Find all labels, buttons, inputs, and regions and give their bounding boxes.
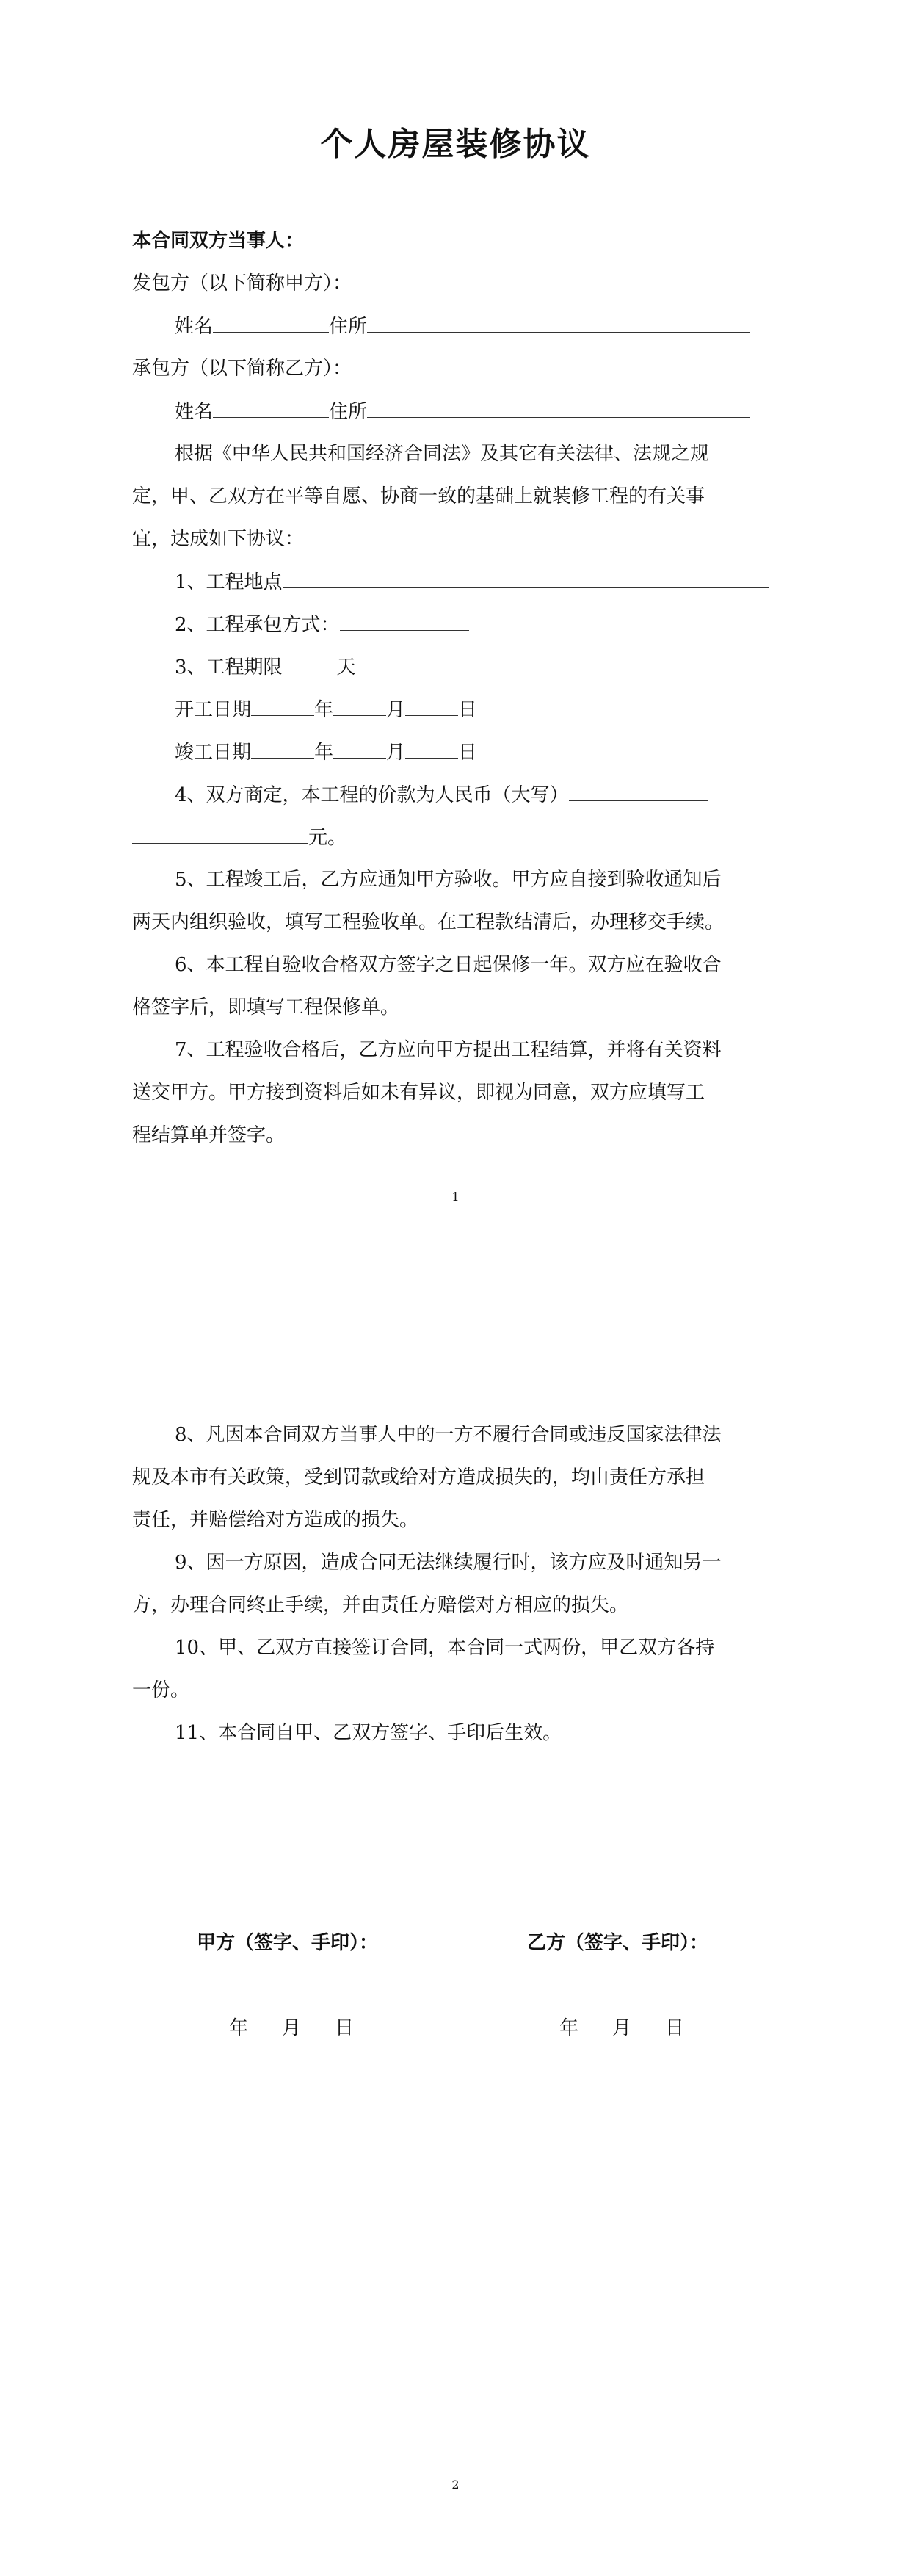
item-1-label: 1、工程地点 bbox=[175, 571, 283, 593]
item-7-line-1: 7、工程验收合格后，乙方应向甲方提出工程结算，并将有关资料 bbox=[175, 1039, 722, 1061]
party-b-date bbox=[559, 2014, 718, 2043]
item-8-line-1: 8、凡因本合同双方当事人中的一方不履行合同或违反国家法律法 bbox=[175, 1424, 722, 1446]
party-b-signature-label: 乙方（签字、手印）： bbox=[527, 1932, 709, 1954]
month-unit: 月 bbox=[386, 699, 406, 721]
duration-days-blank[interactable] bbox=[283, 652, 337, 673]
item-2-label: 2、工程承包方式： bbox=[175, 614, 340, 636]
party-b-heading: 承包方（以下简称乙方）： bbox=[132, 358, 352, 380]
item-10-line-1: 10、甲、乙双方直接签订合同，本合同一式两份，甲乙双方各持 bbox=[175, 1637, 715, 1659]
end-date-label: 竣工日期 bbox=[175, 742, 252, 764]
item-4-cont bbox=[132, 822, 346, 853]
party-b-name-blank[interactable] bbox=[213, 397, 329, 418]
start-year-blank[interactable] bbox=[251, 695, 314, 716]
party-a-date bbox=[229, 2014, 388, 2043]
party-a-signature-label: 甲方（签字、手印）： bbox=[197, 1932, 379, 1954]
start-date-label: 开工日期 bbox=[175, 699, 252, 721]
item-11: 11、本合同自甲、乙双方签字、手印后生效。 bbox=[175, 1722, 562, 1744]
year-unit: 年 bbox=[229, 2017, 249, 2039]
party-b-address-blank[interactable] bbox=[367, 397, 750, 418]
page-number-1: 1 bbox=[451, 1190, 460, 1204]
intro-line-3: 宜，达成如下协议： bbox=[132, 528, 305, 550]
day-unit: 日 bbox=[458, 699, 478, 721]
year-unit: 年 bbox=[314, 699, 334, 721]
name-label: 姓名 bbox=[175, 316, 214, 338]
party-a-address-blank[interactable] bbox=[367, 311, 750, 333]
price-words-blank[interactable] bbox=[569, 780, 708, 801]
item-7-line-2: 送交甲方。甲方接到资料后如未有异议，即视为同意，双方应填写工 bbox=[132, 1082, 705, 1104]
intro-line-2: 定，甲、乙双方在平等自愿、协商一致的基础上就装修工程的有关事 bbox=[132, 485, 705, 507]
year-unit: 年 bbox=[314, 742, 334, 764]
name-label: 姓名 bbox=[175, 401, 214, 423]
item-10-line-2: 一份。 bbox=[132, 1679, 190, 1701]
item-4 bbox=[175, 780, 708, 810]
item-2 bbox=[175, 609, 469, 640]
project-location-blank[interactable] bbox=[283, 567, 769, 588]
item-9-line-2: 方，办理合同终止手续，并由责任方赔偿对方相应的损失。 bbox=[132, 1594, 629, 1616]
item-6-line-2: 格签字后，即填写工程保修单。 bbox=[132, 996, 400, 1019]
day-unit: 日 bbox=[665, 2017, 685, 2039]
end-date bbox=[175, 737, 477, 767]
month-unit: 月 bbox=[282, 2017, 302, 2039]
party-a-heading: 发包方（以下简称甲方）： bbox=[132, 272, 352, 294]
address-label: 住所 bbox=[329, 316, 368, 338]
end-month-blank[interactable] bbox=[333, 737, 386, 759]
item-8-line-3: 责任，并赔偿给对方造成的损失。 bbox=[132, 1509, 419, 1531]
parties-heading: 本合同双方当事人： bbox=[132, 230, 305, 252]
page-number-2: 2 bbox=[451, 2478, 460, 2492]
item-5-line-2: 两天内组织验收，填写工程验收单。在工程款结清后，办理移交手续。 bbox=[132, 911, 725, 933]
address-label: 住所 bbox=[329, 401, 368, 423]
start-date bbox=[175, 695, 477, 725]
year-unit: 年 bbox=[559, 2017, 579, 2039]
item-6-line-1: 6、本工程自验收合格双方签字之日起保修一年。双方应在验收合 bbox=[175, 954, 722, 976]
item-4-label: 4、双方商定，本工程的价款为人民币（大写） bbox=[175, 784, 569, 806]
party-b-fields bbox=[175, 397, 750, 427]
intro-line-1: 根据《中华人民共和国经济合同法》及其它有关法律、法规之规 bbox=[175, 443, 710, 465]
start-month-blank[interactable] bbox=[333, 695, 386, 716]
month-unit: 月 bbox=[612, 2017, 632, 2039]
end-year-blank[interactable] bbox=[251, 737, 314, 759]
days-unit: 天 bbox=[336, 656, 356, 679]
item-7-line-3: 程结算单并签字。 bbox=[132, 1124, 286, 1146]
item-1 bbox=[175, 567, 769, 597]
item-3 bbox=[175, 652, 356, 682]
end-day-blank[interactable] bbox=[405, 737, 458, 759]
day-unit: 日 bbox=[458, 742, 478, 764]
item-5-line-1: 5、工程竣工后，乙方应通知甲方验收。甲方应自接到验收通知后 bbox=[175, 869, 722, 891]
start-day-blank[interactable] bbox=[405, 695, 458, 716]
contract-method-blank[interactable] bbox=[340, 609, 469, 631]
page-2 bbox=[0, 1288, 911, 2576]
month-unit: 月 bbox=[386, 742, 406, 764]
item-8-line-2: 规及本市有关政策，受到罚款或给对方造成损失的，均由责任方承担 bbox=[132, 1466, 705, 1488]
day-unit: 日 bbox=[335, 2017, 355, 2039]
currency-unit: 元。 bbox=[308, 827, 347, 849]
document-title: 个人房屋装修协议 bbox=[320, 126, 591, 163]
party-a-name-blank[interactable] bbox=[213, 311, 329, 333]
party-a-fields bbox=[175, 311, 750, 341]
price-amount-blank[interactable] bbox=[132, 822, 308, 844]
item-9-line-1: 9、因一方原因，造成合同无法继续履行时，该方应及时通知另一 bbox=[175, 1552, 722, 1574]
item-3-label: 3、工程期限 bbox=[175, 656, 283, 679]
